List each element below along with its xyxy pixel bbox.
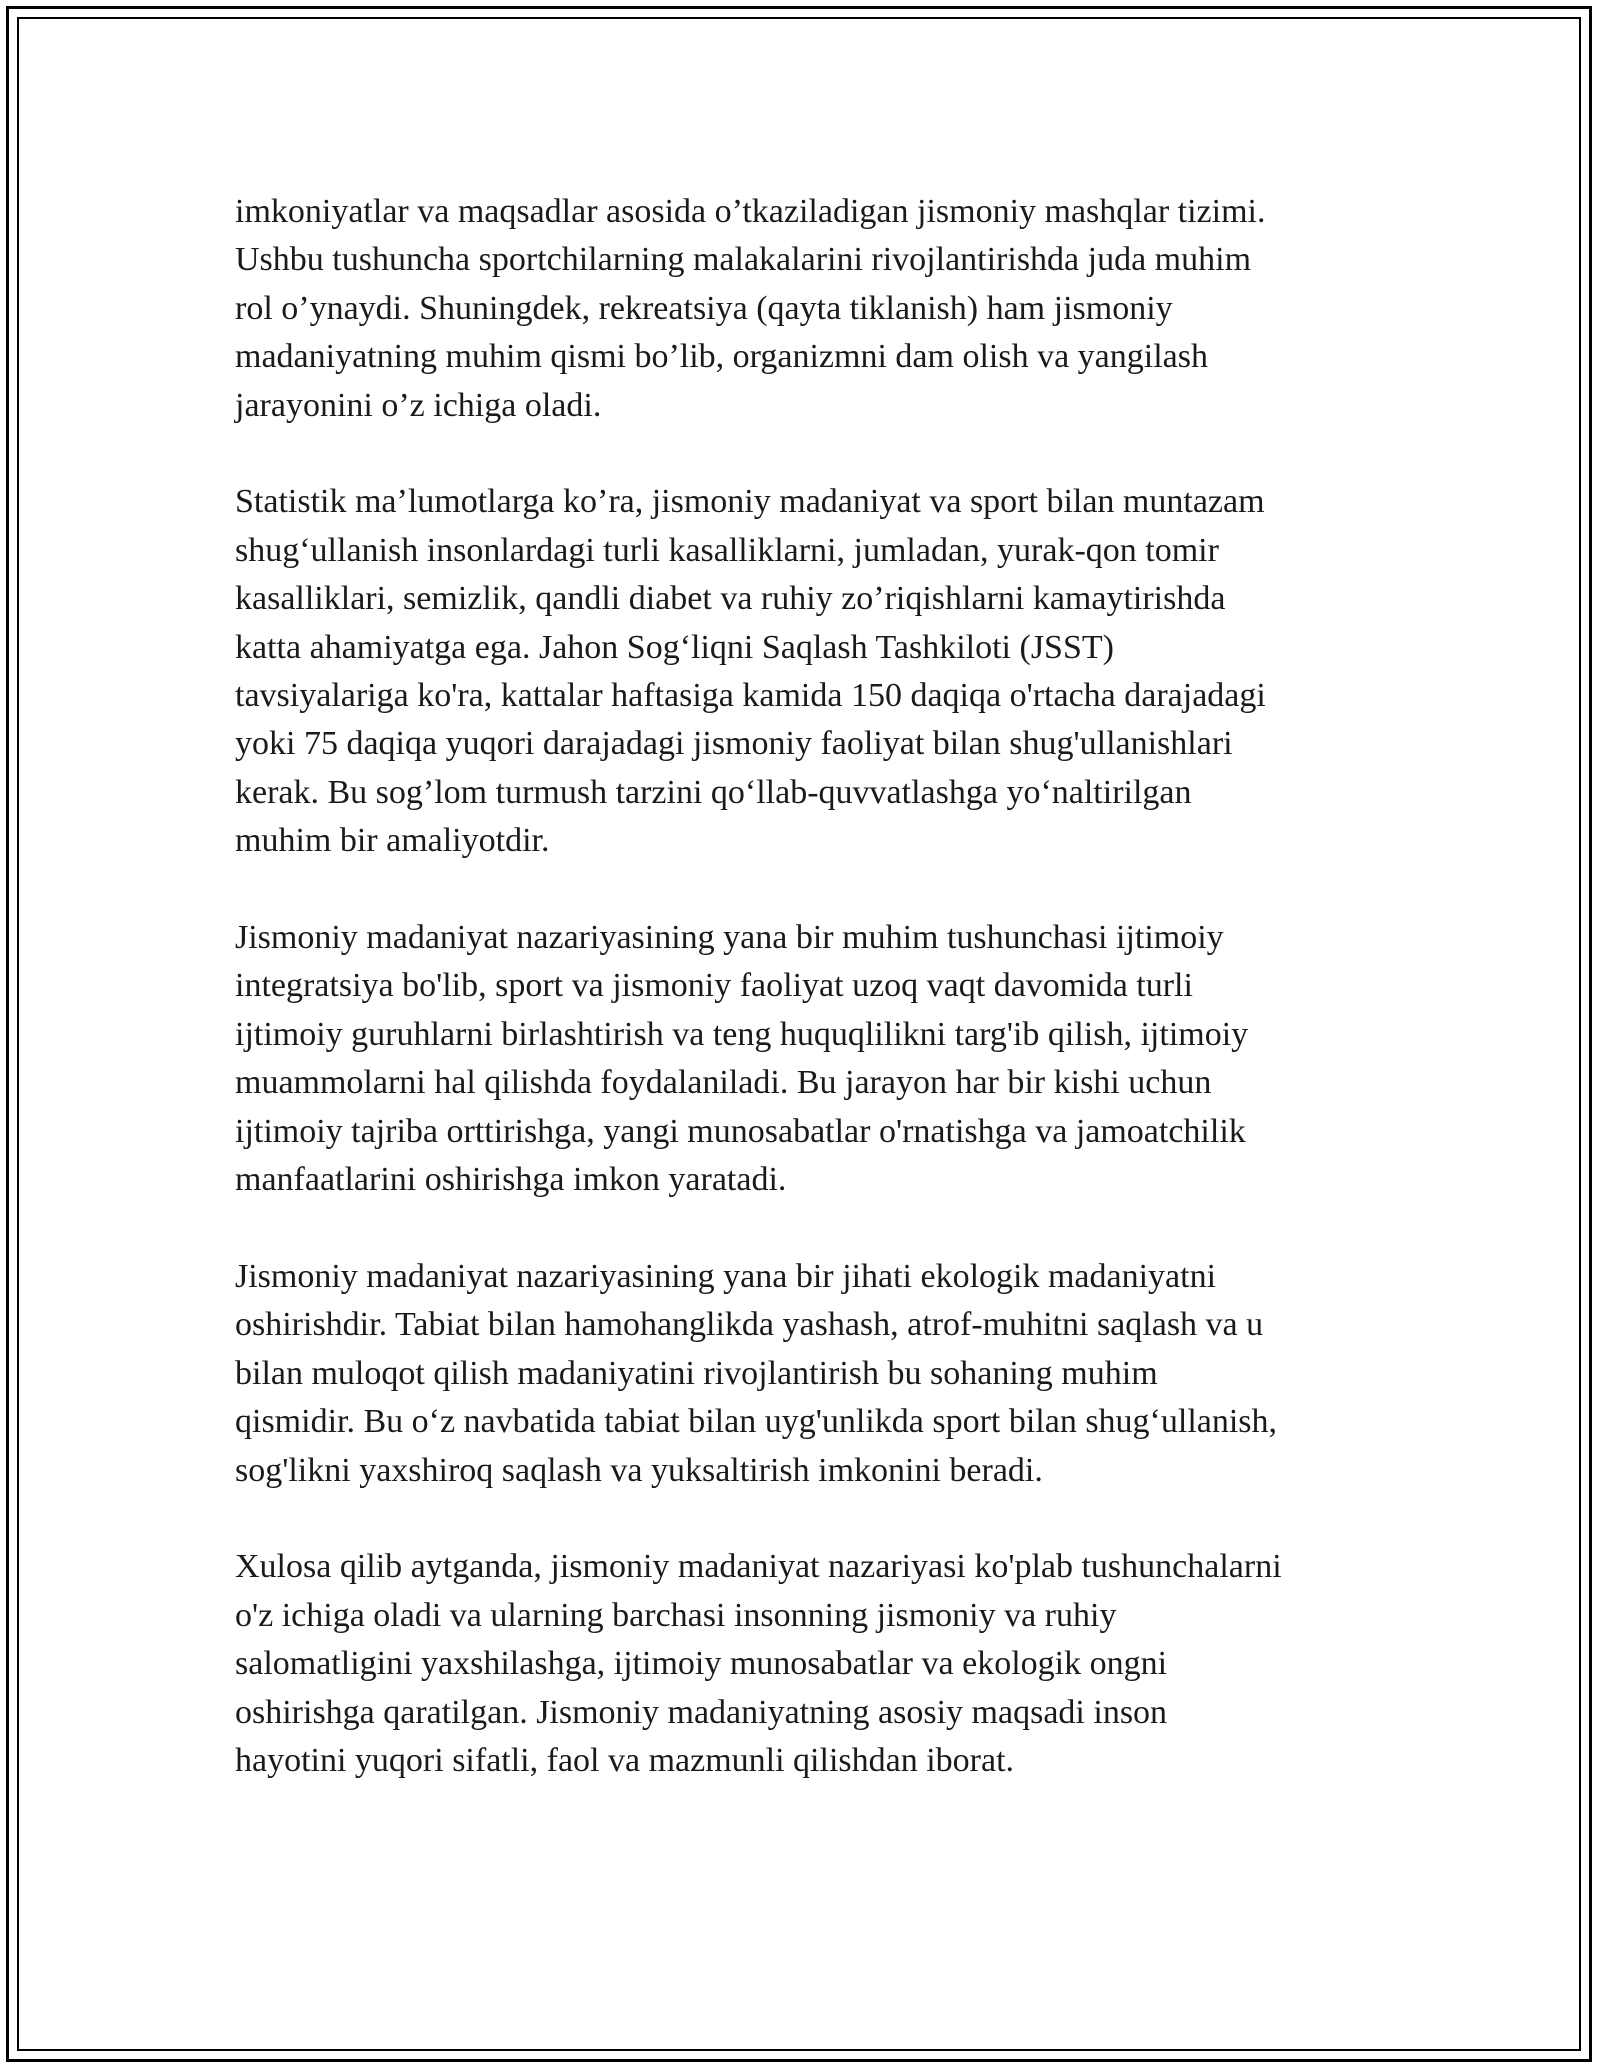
text-line: salomatligini yaxshilashga, ijtimoiy munosabatlar va ekologik ongni <box>235 1645 1168 1683</box>
text-line: jarayonini o’z ichiga oladi. <box>235 386 602 424</box>
text-line: yoki 75 daqiqa yuqori darajadagi jismoniy faoliyat bilan shug'ullanishlari <box>235 725 1233 763</box>
text-line: madaniyatning muhim qismi bo’lib, organizmni dam olish va yangilash <box>235 338 1208 376</box>
paragraph-1 <box>235 188 1375 430</box>
text-line: Jismoniy madaniyat nazariyasining yana bir jihati ekologik madaniyatni <box>235 1257 1217 1295</box>
text-line: ijtimoiy guruhlarni birlashtirish va teng huquqlilikni targ'ib qilish, ijtimoiy <box>235 1015 1249 1053</box>
document-body <box>235 188 1375 1834</box>
text-line: Jismoniy madaniyat nazariyasining yana bir muhim tushunchasi ijtimoiy <box>235 919 1224 957</box>
text-line: katta ahamiyatga ega. Jahon Sog‘liqni Saqlash Tashkiloti (JSST) <box>235 628 1114 666</box>
text-line: sog'likni yaxshiroq saqlash va yuksaltirish imkonini beradi. <box>235 1451 1043 1489</box>
text-line: integratsiya bo'lib, sport va jismoniy faoliyat uzoq vaqt davomida turli <box>235 967 1193 1005</box>
text-line: bilan muloqot qilish madaniyatini rivojlantirish bu sohaning muhim <box>235 1354 1158 1392</box>
text-line: imkoniyatlar va maqsadlar asosida o’tkaziladigan jismoniy mashqlar tizimi. <box>235 193 1266 230</box>
text-line: Xulosa qilib aytganda, jismoniy madaniyat nazariyasi ko'plab tushunchalarni <box>235 1548 1282 1586</box>
paragraph-2 <box>235 478 1375 865</box>
text-line: muammolarni hal qilishda foydalaniladi. Bu jarayon har bir kishi uchun <box>235 1064 1212 1102</box>
text-line: tavsiyalariga ko'ra, kattalar haftasiga kamida 150 daqiqa o'rtacha darajadagi <box>235 677 1266 715</box>
text-line: manfaatlarini oshirishga imkon yaratadi. <box>235 1161 787 1199</box>
text-line: rol o’ynaydi. Shuningdek, rekreatsiya (qayta tiklanish) ham jismoniy <box>235 289 1173 327</box>
text-line: o'z ichiga oladi va ularning barchasi insonning jismoniy va ruhiy <box>235 1596 1117 1634</box>
paragraph-5 <box>235 1543 1375 1785</box>
text-line: kerak. Bu sog’lom turmush tarzini qo‘llab-quvvatlashga yo‘naltirilgan <box>235 773 1192 811</box>
paragraph-4 <box>235 1253 1375 1495</box>
text-line: qismidir. Bu o‘z navbatida tabiat bilan uyg'unlikda sport bilan shug‘ullanish, <box>235 1403 1278 1441</box>
text-line: Ushbu tushuncha sportchilarning malakalarini rivojlantirishda juda muhim <box>235 241 1252 279</box>
text-line: oshirishga qaratilgan. Jismoniy madaniyatning asosiy maqsadi inson <box>235 1693 1168 1731</box>
paragraph-3 <box>235 914 1375 1204</box>
text-line: oshirishdir. Tabiat bilan hamohanglikda yashash, atrof-muhitni saqlash va u <box>235 1306 1264 1344</box>
text-line: hayotini yuqori sifatli, faol va mazmunli qilishdan iborat. <box>235 1741 1015 1779</box>
text-line: muhim bir amaliyotdir. <box>235 822 550 860</box>
text-line: shug‘ullanish insonlardagi turli kasalliklarni, jumladan, yurak-qon tomir <box>235 531 1219 569</box>
text-line: kasalliklari, semizlik, qandli diabet va ruhiy zo’riqishlarni kamaytirishda <box>235 580 1226 618</box>
text-line: ijtimoiy tajriba orttirishga, yangi munosabatlar o'rnatishga va jamoatchilik <box>235 1112 1246 1150</box>
text-line: Statistik ma’lumotlarga ko’ra, jismoniy madaniyat va sport bilan muntazam <box>235 483 1265 521</box>
